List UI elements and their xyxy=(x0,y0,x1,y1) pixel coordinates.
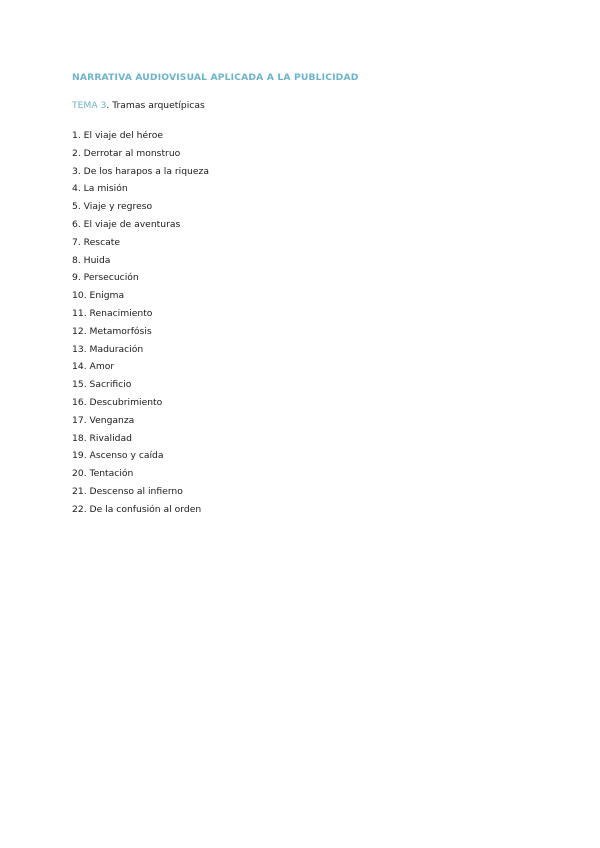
topic-heading-text: . Tramas arquetípicas xyxy=(106,100,205,111)
list-item: 17. Venganza xyxy=(72,414,135,426)
list-item: 3. De los harapos a la riqueza xyxy=(72,165,209,177)
list-item: 21. Descenso al infierno xyxy=(72,485,183,497)
list-item: 2. Derrotar al monstruo xyxy=(72,147,181,159)
list-item: 8. Huida xyxy=(72,254,111,266)
list-item: 12. Metamorfósis xyxy=(72,325,152,337)
list-item: 5. Viaje y regreso xyxy=(72,201,153,213)
list-item: 13. Maduración xyxy=(72,343,144,355)
list-item: 4. La misión xyxy=(72,183,128,195)
list-item: 20. Tentación xyxy=(72,468,134,480)
list-item: 18. Rivalidad xyxy=(72,432,132,444)
list-item: 6. El viaje de aventuras xyxy=(72,218,181,230)
list-item: 15. Sacrificio xyxy=(72,379,132,391)
list-item: 11. Renacimiento xyxy=(72,307,153,319)
list-item: 7. Rescate xyxy=(72,236,121,248)
topic-heading xyxy=(72,100,205,111)
list-item: 22. De la confusión al orden xyxy=(72,503,202,515)
list-item: 1. El viaje del héroe xyxy=(72,130,163,141)
list-item: 10. Enigma xyxy=(72,290,125,302)
topic-number-label: TEMA 3 xyxy=(72,100,107,111)
archetypal-plots-list xyxy=(72,127,209,519)
list-item: 19. Ascenso y caída xyxy=(72,450,164,462)
list-item: 16. Descubrimiento xyxy=(72,396,163,408)
list-item: 9. Persecución xyxy=(72,272,139,284)
document-title: NARRATIVA AUDIOVISUAL APLICADA A LA PUBLICIDAD xyxy=(72,72,359,83)
list-item: 14. Amor xyxy=(72,361,115,373)
